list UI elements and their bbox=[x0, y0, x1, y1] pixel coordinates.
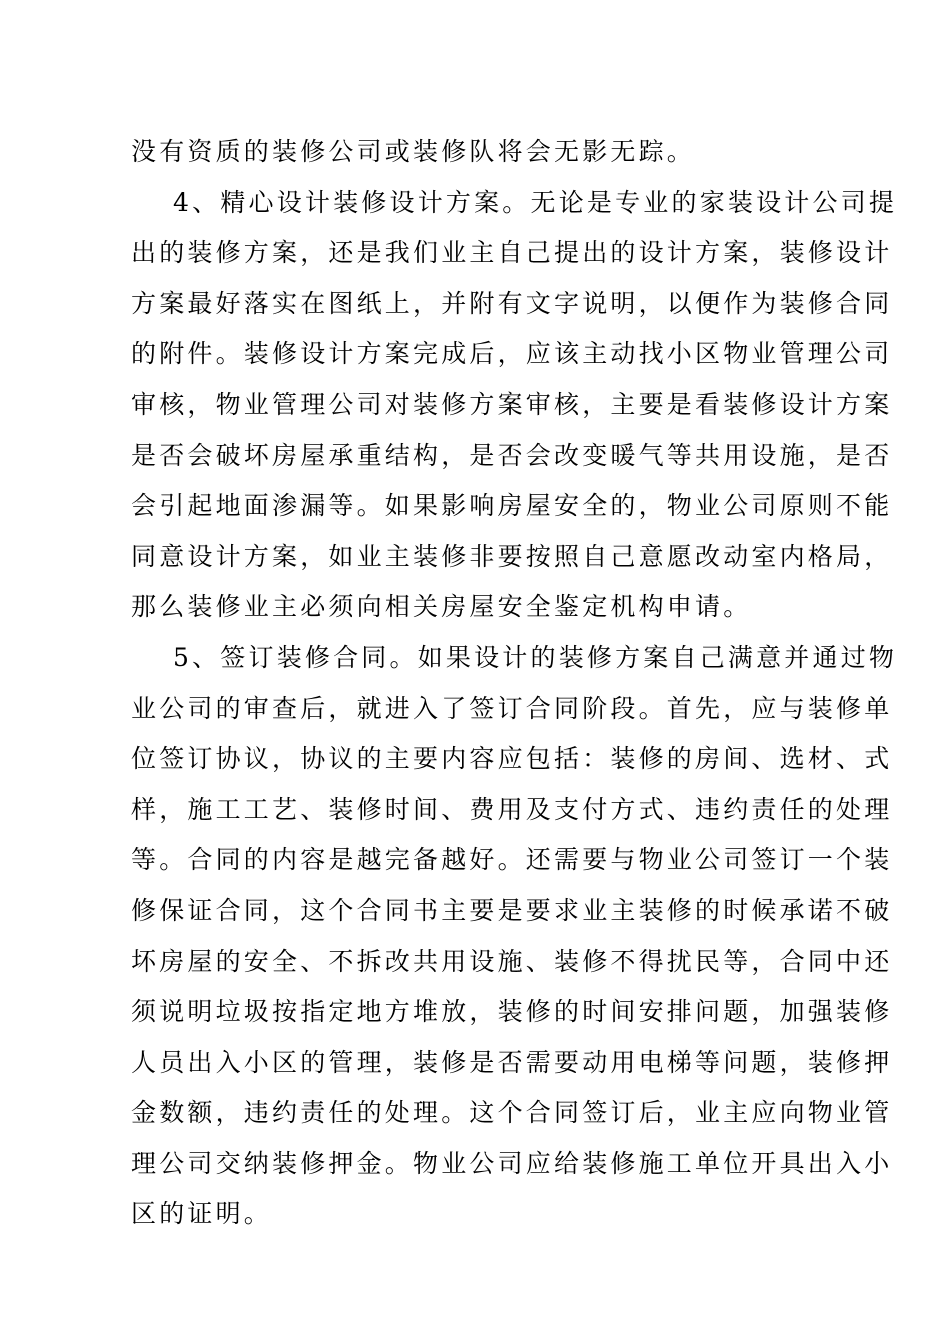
text-line: 是否会破坏房屋承重结构，是否会改变暖气等共用设施，是否 bbox=[131, 440, 893, 470]
text-line: 坏房屋的安全、不拆改共用设施、装修不得扰民等，合同中还 bbox=[131, 946, 893, 976]
text-line: 位签订协议，协议的主要内容应包括：装修的房间、选材、式 bbox=[131, 744, 893, 774]
text-line: 出的装修方案，还是我们业主自己提出的设计方案，装修设计 bbox=[131, 238, 893, 268]
paragraph-design-plan bbox=[131, 178, 898, 633]
text-line: 没有资质的装修公司或装修队将会无影无踪。 bbox=[131, 137, 696, 166]
text-line: 人员出入小区的管理，装修是否需要动用电梯等问题，装修押 bbox=[131, 1047, 893, 1077]
paragraph-contract bbox=[131, 633, 898, 1240]
text-line: 须说明垃圾按指定地方堆放，装修的时间安排问题，加强装修 bbox=[131, 997, 893, 1027]
text-line: 金数额，违约责任的处理。这个合同签订后，业主应向物业管 bbox=[131, 1098, 893, 1128]
text-line: 那么装修业主必须向相关房屋安全鉴定机构申请。 bbox=[131, 592, 752, 622]
text-line: 等。合同的内容是越完备越好。还需要与物业公司签订一个装 bbox=[131, 845, 893, 875]
text-line: 区的证明。 bbox=[131, 1199, 273, 1229]
paragraph-continuation bbox=[131, 127, 831, 178]
text-line: 方案最好落实在图纸上，并附有文字说明，以便作为装修合同 bbox=[131, 288, 893, 318]
text-line: 5、签订装修合同。如果设计的装修方案自己满意并通过物 bbox=[173, 642, 898, 672]
text-line: 审核，物业管理公司对装修方案审核，主要是看装修设计方案 bbox=[131, 389, 893, 419]
text-line: 同意设计方案，如业主装修非要按照自己意愿改动室内格局， bbox=[131, 541, 893, 571]
text-line: 理公司交纳装修押金。物业公司应给装修施工单位开具出入小 bbox=[131, 1148, 893, 1178]
text-line: 修保证合同，这个合同书主要是要求业主装修的时候承诺不破 bbox=[131, 895, 893, 925]
text-line: 业公司的审查后，就进入了签订合同阶段。首先，应与装修单 bbox=[131, 693, 893, 723]
text-line: 4、精心设计装修设计方案。无论是专业的家装设计公司提 bbox=[173, 187, 898, 217]
text-line: 会引起地面渗漏等。如果影响房屋安全的，物业公司原则不能 bbox=[131, 491, 893, 521]
document-body bbox=[131, 127, 898, 1240]
text-line: 样，施工工艺、装修时间、费用及支付方式、违约责任的处理 bbox=[131, 794, 893, 824]
text-line: 的附件。装修设计方案完成后，应该主动找小区物业管理公司 bbox=[131, 339, 893, 369]
